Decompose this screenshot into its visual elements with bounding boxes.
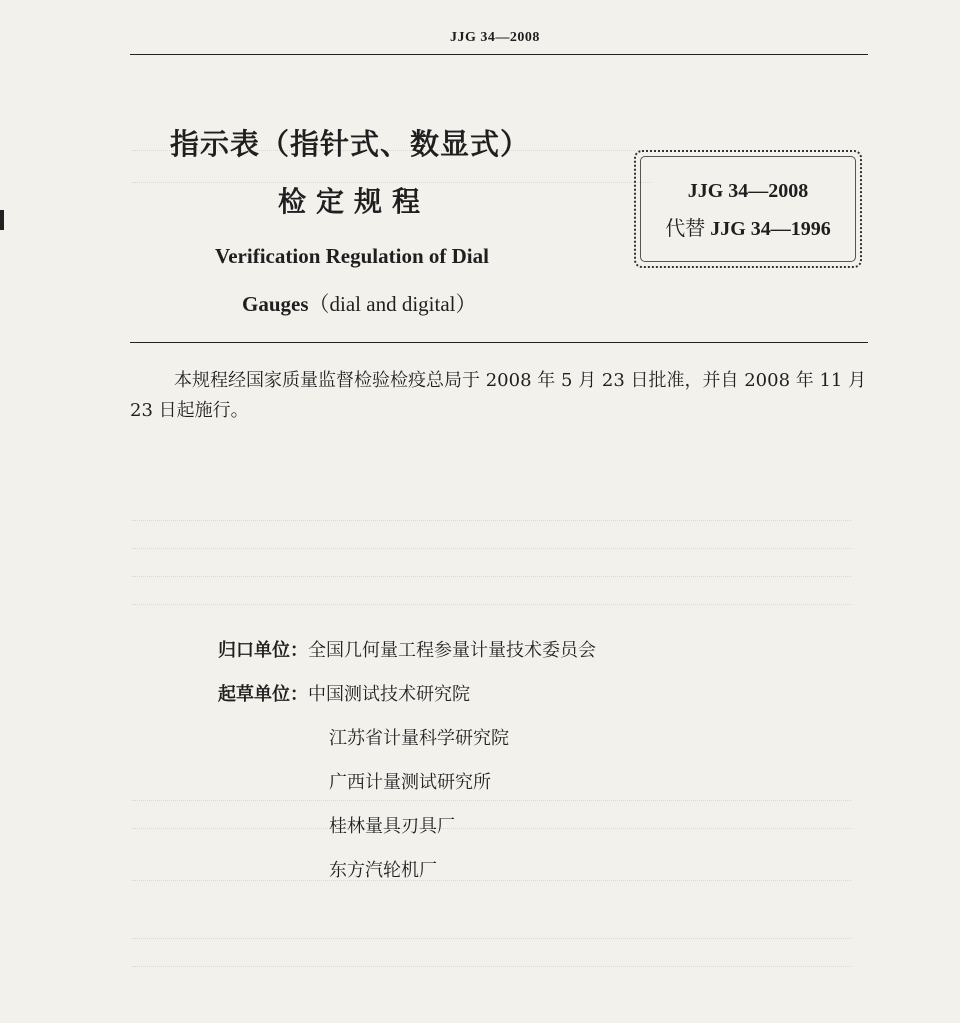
drafting-unit-row (218, 680, 470, 706)
responsible-unit-name: 全国几何量工程参量计量技术委员会 (308, 640, 596, 661)
standard-code-box (634, 150, 862, 268)
bleed-through-line (132, 938, 852, 939)
drafting-unit-name: 桂林量具刃具厂 (329, 816, 455, 837)
bleed-through-line (132, 966, 852, 967)
replaces-line (636, 212, 860, 241)
drafting-unit-name: 中国测试技术研究院 (308, 684, 470, 705)
section-rule (130, 342, 868, 343)
bleed-through-line (132, 576, 852, 577)
standard-code: JJG 34—2008 (687, 180, 809, 202)
title-english-line2 (242, 288, 477, 318)
replaces-prefix: 代替 (665, 216, 706, 240)
bleed-through-line (132, 828, 852, 829)
bleed-through-line (132, 548, 852, 549)
header-rule (130, 54, 868, 55)
code-box-inner-border (640, 156, 856, 262)
title-english-suffix: （dial and digital） (308, 292, 477, 316)
page-edge-mark (0, 210, 4, 230)
drafting-unit-name: 东方汽轮机厂 (329, 860, 437, 881)
title-english-gauges: Gauges (242, 292, 309, 316)
running-header-code: JJG 34—2008 (450, 30, 540, 45)
bleed-through-line (132, 604, 852, 605)
drafting-unit-name: 广西计量测试研究所 (329, 772, 491, 793)
responsible-unit-label: 归口单位： (218, 640, 308, 661)
subtitle-chinese: 检定规程 (278, 185, 431, 218)
responsible-unit-row (218, 636, 596, 662)
drafting-unit-name: 江苏省计量科学研究院 (329, 728, 509, 749)
bleed-through-line (132, 880, 852, 881)
replaced-code: JJG 34—1996 (710, 218, 831, 240)
title-english-line1: Verification Regulation of Dial (215, 244, 489, 268)
bleed-through-line (132, 520, 852, 521)
drafting-unit-label: 起草单位： (218, 684, 308, 705)
approval-statement: 本规程经国家质量监督检验检疫总局于 2008 年 5 月 23 日批准，并自 2008 年 11 月 23 日起施行。 (130, 370, 867, 421)
bleed-through-line (132, 800, 852, 801)
title-chinese: 指示表（指针式、数显式） (170, 127, 531, 161)
